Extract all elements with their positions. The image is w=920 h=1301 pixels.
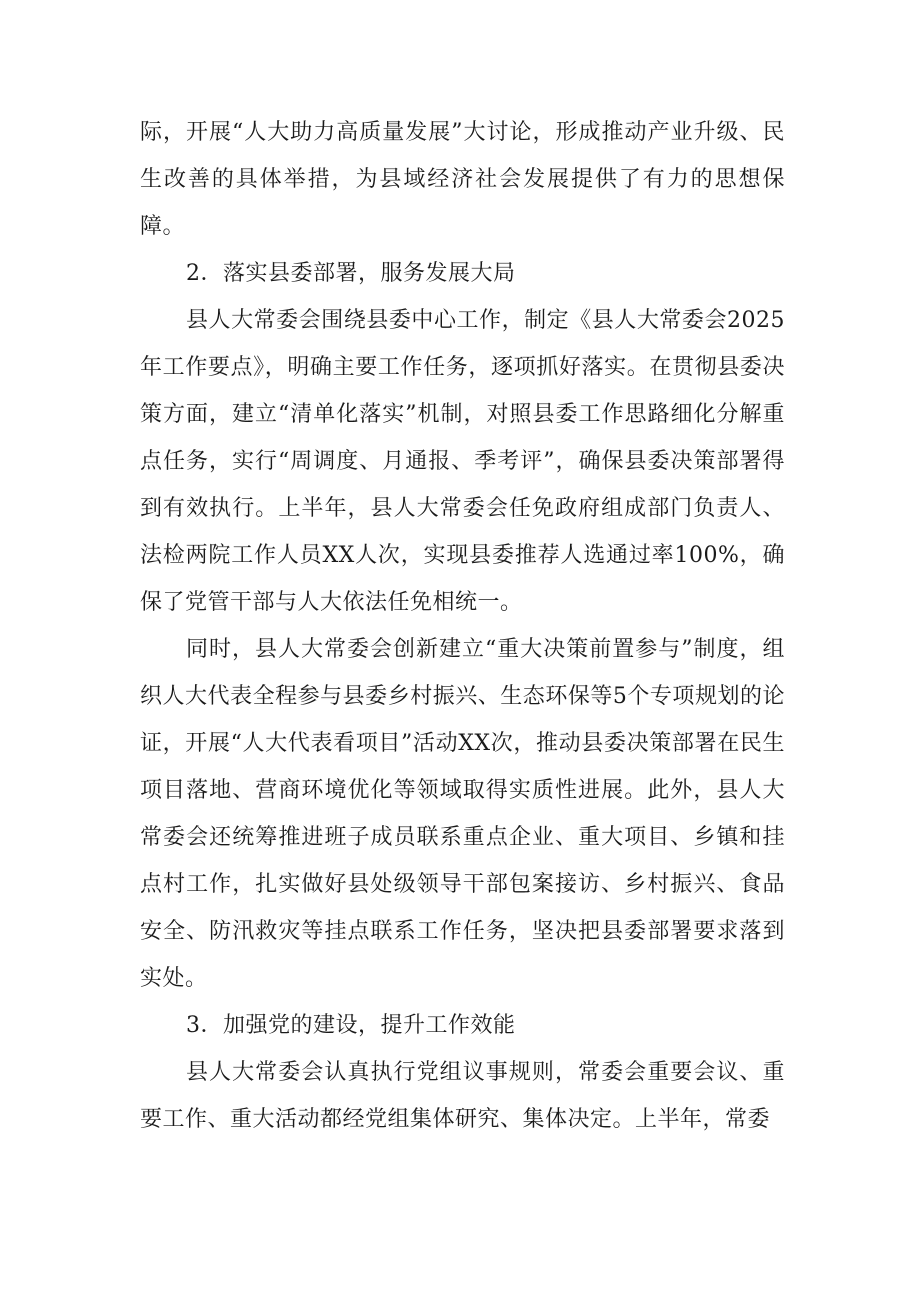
- section-heading-3: 3．加强党的建设，提升工作效能: [186, 1013, 516, 1038]
- paragraph-party-building: 县人大常委会认真执行党组议事规则，常委会重要会议、重要工作、重大活动都经党组集体研究、集体决定。上半年，常委: [140, 1060, 785, 1132]
- document-body: [140, 109, 785, 1143]
- paragraph-county-committee-work: 县人大常委会围绕县委中心工作，制定《县人大常委会2025年工作要点》，明确主要工作任务，逐项抓好落实。在贯彻县委决策方面，建立“清单化落实”机制，对照县委工作思路细化分解重点任务，实行“周调度、月通报、季考评”，确保县委决策部署得到有效执行。上半年，县人大常委会任免政府组成部门负责人、法检两院工作人员XX人次，实现县委推荐人选通过率100%，确保了党管干部与人大依法任免相统一。: [140, 308, 785, 615]
- section-heading-2: 2．落实县委部署，服务发展大局: [186, 261, 516, 286]
- paragraph-major-decision-participation: 同时，县人大常委会创新建立“重大决策前置参与”制度，组织人大代表全程参与县委乡村振兴、生态环保等5个专项规划的论证，开展“人大代表看项目”活动XX次，推动县委决策部署在民生项目落地、营商环境优化等领域取得实质性进展。此外，县人大常委会还统筹推进班子成员联系重点企业、重大项目、乡镇和挂点村工作，扎实做好县处级领导干部包案接访、乡村振兴、食品安全、防汛救灾等挂点联系工作任务，坚决把县委部署要求落到实处。: [140, 637, 785, 991]
- paragraph-continuation: 际，开展“人大助力高质量发展”大讨论，形成推动产业升级、民生改善的具体举措，为县域经济社会发展提供了有力的思想保障。: [140, 120, 785, 239]
